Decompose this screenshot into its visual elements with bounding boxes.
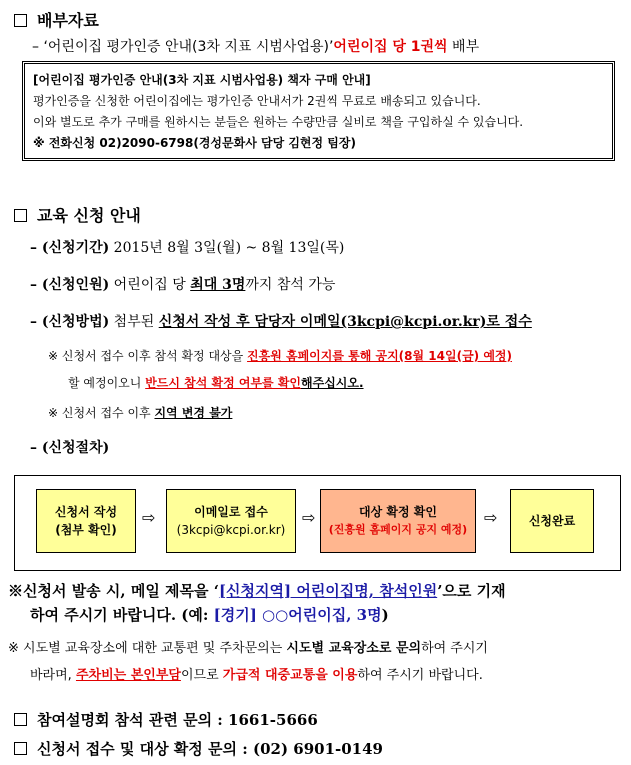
flow-step-2: 이메일로 접수 (3kcpi@kcpi.or.kr) [166, 489, 296, 553]
edu-note1-line2: 할 예정이오니 반드시 참석 확정 여부를 확인해주십시오. [68, 376, 364, 390]
purchase-info-box [22, 61, 615, 161]
checkbox-icon [14, 713, 27, 726]
checkbox-icon [14, 14, 27, 27]
purchase-info-phone: ※ 전화신청 02)2090-6798(경성문화사 담당 김현정 팀장) [33, 136, 356, 150]
flow-arrow-icon: ⇨ [484, 508, 498, 527]
handout-line: – ‘어린이집 평가인증 안내(3차 지표 시범사업용)’어린이집 당 1권씩 배부 [32, 39, 480, 55]
note-email-subject: ※신청서 발송 시, 메일 제목을 ‘[신청지역] 어린이집명, 참석인원’으로 기재 [8, 582, 506, 600]
handout-heading: 배부자료 [14, 8, 99, 31]
flow-step-3: 대상 확정 확인 (진흥원 홈페이지 공지 예정) [320, 489, 476, 553]
edu-note1: ※ 신청서 접수 이후 참석 확정 대상을 진흥원 홈페이지를 통해 공지(8월 14일(금) 예정) [48, 349, 512, 363]
contact-briefing: 참여설명회 참석 관련 문의 : 1661-5666 [14, 709, 318, 730]
edu-note2: ※ 신청서 접수 이후 지역 변경 불가 [48, 406, 233, 420]
edu-heading: 교육 신청 안내 [14, 203, 141, 226]
edu-period: – (신청기간) 2015년 8월 3일(월) ~ 8월 13일(목) [30, 240, 345, 256]
edu-people: – (신청인원) 어린이집 당 최대 3명까지 참석 가능 [30, 277, 336, 293]
contact-application: 신청서 접수 및 대상 확정 문의 : (02) 6901-0149 [14, 738, 383, 759]
procedure-flow [14, 475, 621, 571]
edu-procedure-label: – (신청절차) [30, 440, 110, 456]
purchase-info-line1: 평가인증을 신청한 어린이집에는 평가인증 안내서가 2권씩 무료로 배송되고 있습니다. [33, 94, 481, 108]
flow-arrow-icon: ⇨ [142, 508, 156, 527]
flow-step-1: 신청서 작성 (첨부 확인) [36, 489, 136, 553]
edu-method: – (신청방법) 첨부된 신청서 작성 후 담당자 이메일(3kcpi@kcpi.or.kr)로 접수 [30, 314, 532, 330]
purchase-info-line2: 이와 별도로 추가 구매를 원하시는 분들은 원하는 수량만큼 실비로 책을 구입하실 수 있습니다. [33, 115, 524, 129]
note-email-subject-line2: 하여 주시기 바랍니다. (예: [경기] ○○어린이집, 3명) [30, 606, 389, 624]
checkbox-icon [14, 742, 27, 755]
flow-arrow-icon: ⇨ [302, 508, 316, 527]
purchase-info-title: [어린이집 평가인증 안내(3차 지표 시범사업용) 책자 구매 안내] [33, 73, 371, 87]
flow-step-4: 신청완료 [510, 489, 594, 553]
note-transport: ※ 시도별 교육장소에 대한 교통편 및 주차문의는 시도별 교육장소로 문의하여 주시기 [8, 641, 488, 656]
checkbox-icon [14, 209, 27, 222]
note-transport-line2: 바라며, 주차비는 본인부담이므로 가급적 대중교통을 이용하여 주시기 바랍니다. [30, 668, 483, 683]
